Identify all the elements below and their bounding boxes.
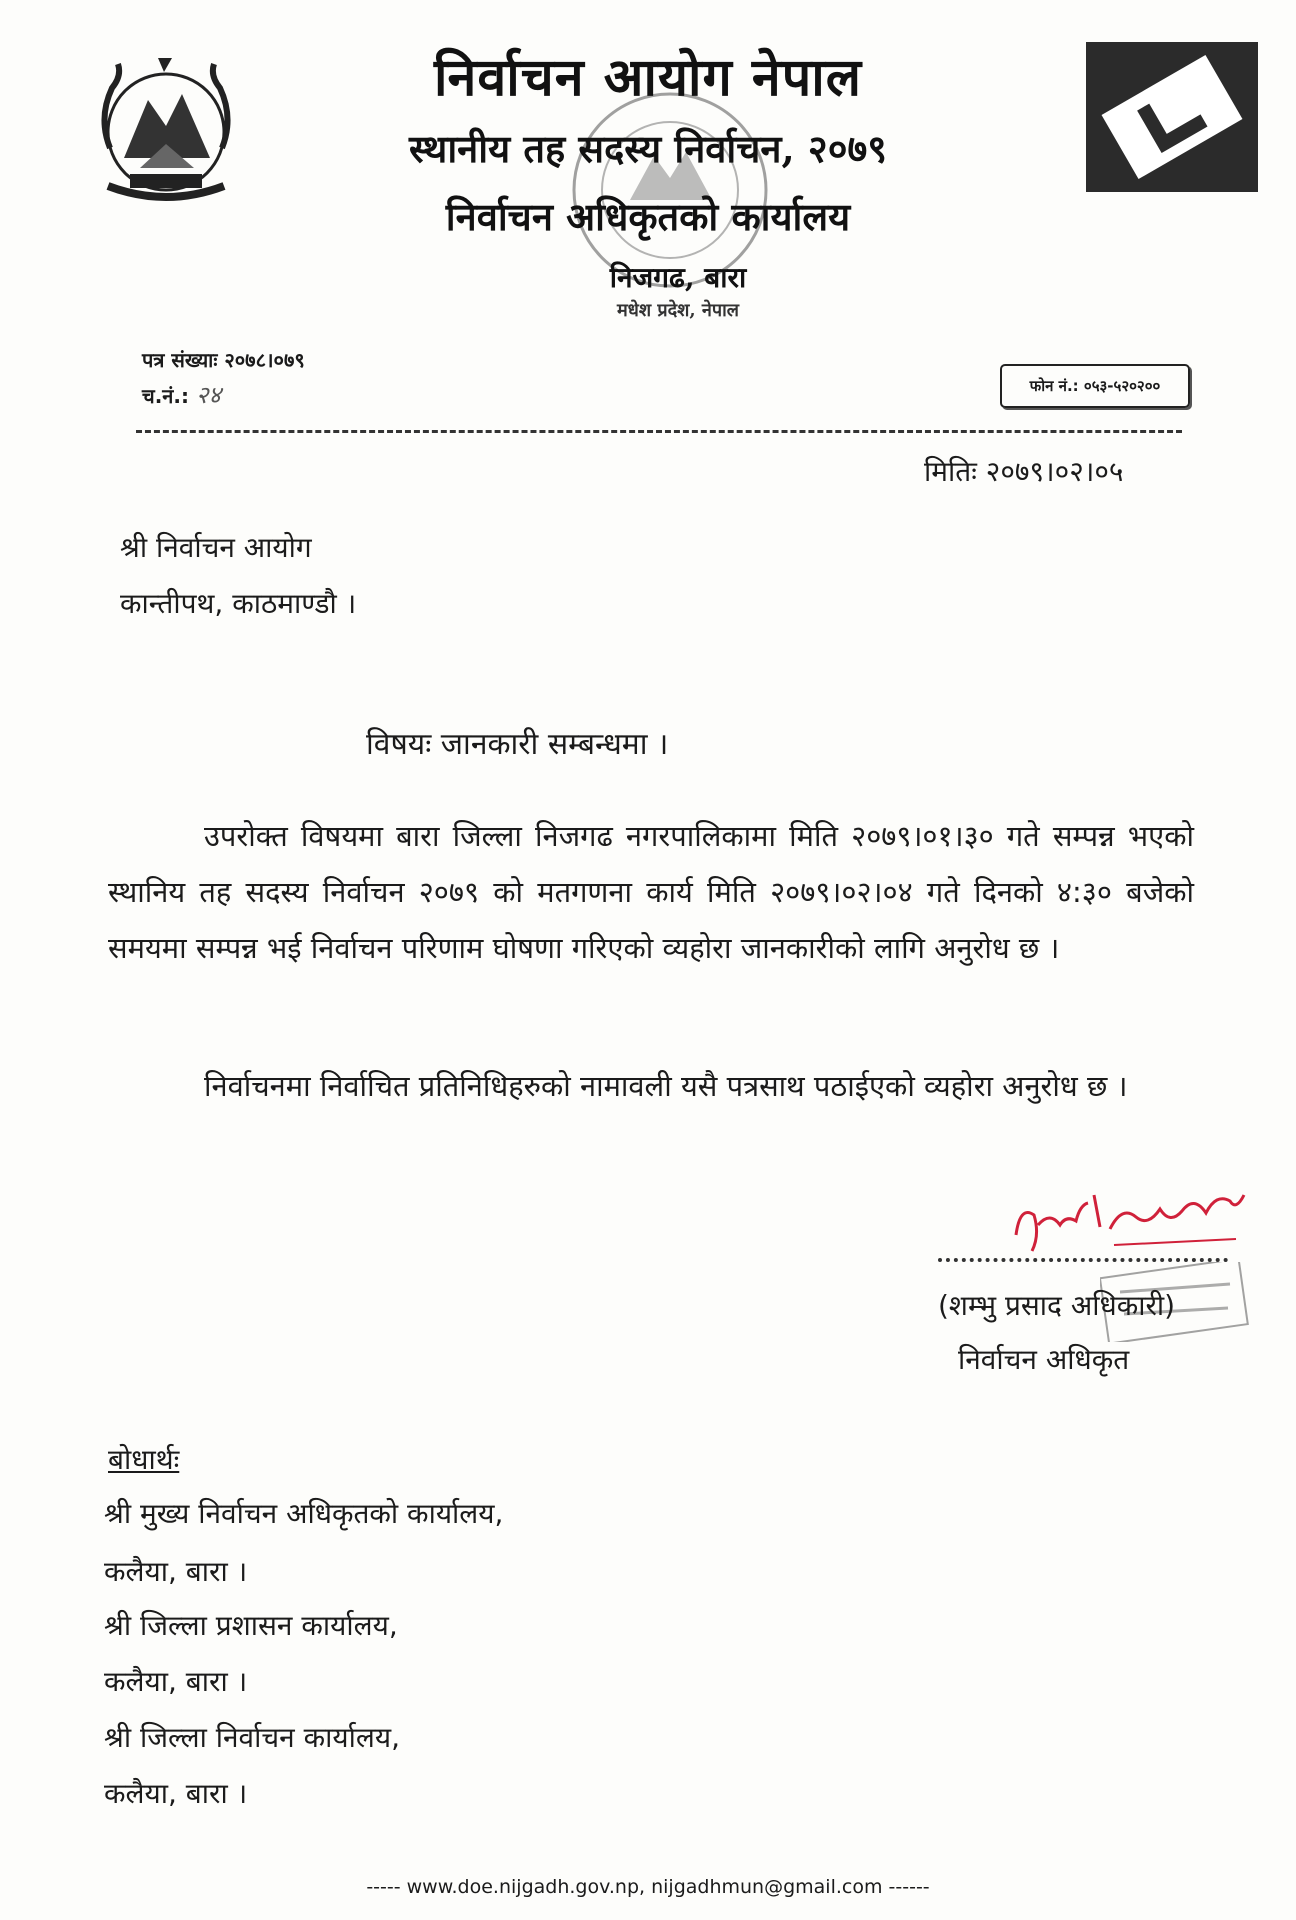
header-divider (136, 430, 1182, 433)
letter-number-label: पत्र संख्याः (142, 348, 218, 372)
letter-number-value: २०७८।०७९ (224, 348, 305, 372)
election-title: स्थानीय तह सदस्य निर्वाचन, २०७९ (409, 126, 887, 171)
cc-line: श्री जिल्ला प्रशासन कार्यालय, (104, 1609, 398, 1642)
letter-subject: विषयः जानकारी सम्बन्धमा । (366, 727, 669, 762)
phone-label: फोन नं.: (1029, 377, 1079, 395)
date-value: २०७९।०२।०५ (985, 455, 1124, 488)
recipient-name: श्री निर्वाचन आयोग (120, 531, 312, 564)
dispatch-number-value: २४ (195, 381, 221, 409)
cc-line: श्री मुख्य निर्वाचन अधिकृतको कार्यालय, (104, 1497, 504, 1530)
handwritten-signature (1010, 1165, 1250, 1260)
date-label: मितिः (924, 455, 977, 488)
cc-line: कलैया, बारा । (104, 1665, 248, 1698)
cc-line: कलैया, बारा । (104, 1777, 248, 1810)
phone-box (1000, 364, 1190, 408)
footer-contact: ----- www.doe.nijgadh.gov.np, nijgadhmun@gmail.com ------ (366, 1876, 930, 1898)
signatory-name: (शम्भु प्रसाद अधिकारी) (938, 1289, 1176, 1322)
body-paragraph-2: निर्वाचनमा निर्वाचित प्रतिनिधिहरुको नामावली यसै पत्रसाथ पठाईएको व्यहोरा अनुरोध छ । (204, 1069, 1128, 1103)
signatory-title: निर्वाचन अधिकृत (958, 1343, 1130, 1376)
letter-number (142, 346, 305, 373)
recipient-address: कान्तीपथ, काठमाण्डौ । (120, 587, 357, 620)
letter-date (924, 452, 1124, 490)
cc-line: कलैया, बारा । (104, 1555, 248, 1588)
dispatch-number (142, 378, 221, 411)
cc-line: श्री जिल्ला निर्वाचन कार्यालय, (104, 1721, 400, 1754)
office-title: निर्वाचन अधिकृतको कार्यालय (445, 194, 851, 239)
commission-title: निर्वाचन आयोग नेपाल (434, 47, 862, 108)
phone-value: ०५३-५२०२०० (1083, 377, 1161, 395)
body-paragraph-1: उपरोक्त विषयमा बारा जिल्ला निजगढ नगरपालिकामा मिति २०७९।०१।३० गते सम्पन्न भएको स्थानिय तह सदस्य निर्वाचन २०७९ को मतगणना कार्य मिति २०७९।०२।०४ गते दिनको ४:३० बजेको समयमा सम्पन्न भई निर्वाचन परिणाम घोषणा गरिएको व्यहोरा जानकारीको लागि अनुरोध छ । (108, 819, 1194, 965)
office-location: निजगढ, बारा (609, 261, 747, 294)
dispatch-number-label: च.नं.: (142, 384, 189, 408)
cc-heading: बोधार्थः (108, 1443, 180, 1476)
office-province: मधेश प्रदेश, नेपाल (617, 300, 739, 321)
